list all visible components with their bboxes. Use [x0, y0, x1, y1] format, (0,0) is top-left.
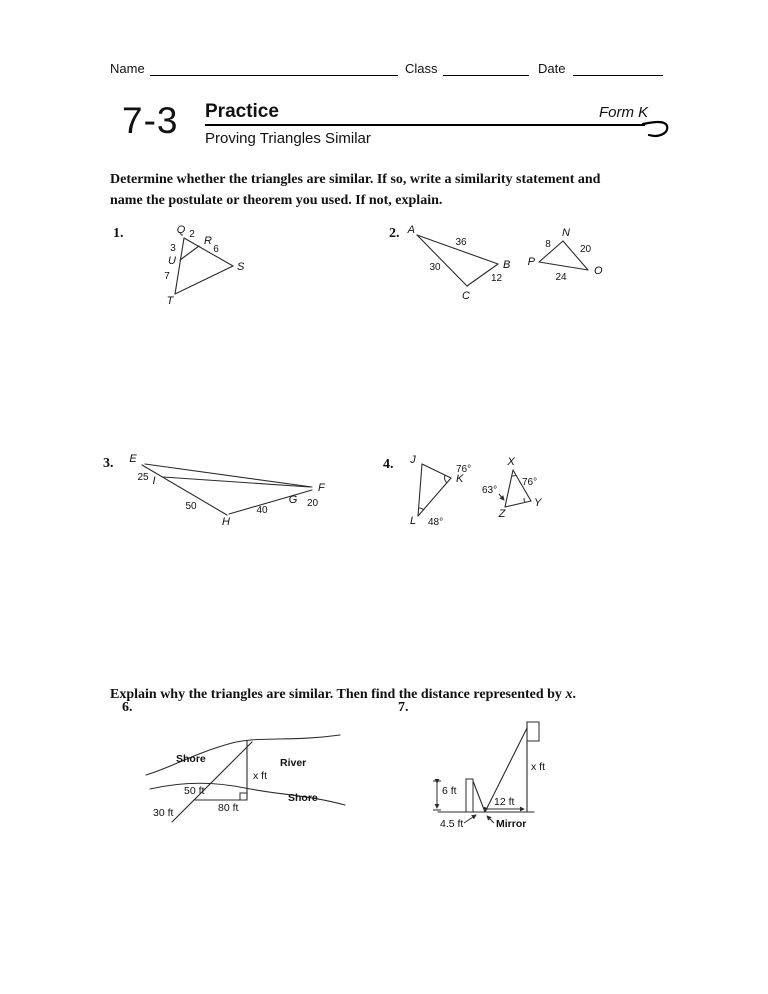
point-label-u: U [168, 255, 176, 267]
height-6ft-label: 6 ft [442, 785, 457, 797]
form-k-label: Form K [599, 104, 649, 121]
problem-number-7: 7. [398, 700, 409, 715]
x-distance-label-6: x ft [253, 770, 268, 782]
point-label-c: C [462, 290, 470, 302]
distance-12ft-label: 12 ft [494, 796, 515, 808]
point-label-r: R [204, 235, 212, 247]
segment-label-qr: 2 [189, 229, 195, 240]
segment-label-po: 24 [555, 272, 567, 283]
class-blank-line [443, 75, 529, 76]
figure-problem-3 [123, 450, 338, 532]
problem-number-1: 1. [113, 226, 124, 241]
angle-label-z: 63° [482, 485, 498, 496]
name-label: Name [110, 61, 145, 76]
angle-label-l: 48° [428, 517, 444, 528]
mirror-label: Mirror [496, 818, 527, 830]
point-label-y: Y [534, 497, 542, 509]
problem-number-2: 2. [389, 226, 400, 241]
point-label-a: A [407, 224, 415, 236]
problem-number-6: 6. [122, 700, 133, 715]
instructions-first-line2: name the postulate or theorem you used. If not, explain. [110, 193, 443, 208]
point-label-e: E [129, 453, 137, 465]
problem-number-3: 3. [103, 456, 114, 471]
segment-label-ei: 25 [137, 472, 149, 483]
name-blank-line [150, 75, 398, 76]
instructions-first-line1: Determine whether the triangles are similar. If so, write a similarity statement and [110, 172, 601, 187]
worksheet-subtitle: Proving Triangles Similar [205, 130, 371, 147]
segment-label-gf: 20 [307, 498, 319, 509]
shore-top-label: Shore [176, 753, 206, 765]
point-label-i: I [152, 475, 156, 487]
instructions-second-period: . [572, 687, 576, 702]
class-label: Class [405, 61, 438, 76]
segment-label-cb: 12 [491, 273, 503, 284]
instructions-first [110, 169, 690, 211]
figure-problem-1 [148, 218, 258, 310]
practice-title: Practice [205, 101, 279, 122]
instructions-second [110, 684, 576, 705]
segment-label-pn: 8 [545, 239, 551, 250]
point-label-l: L [409, 515, 417, 527]
segment-label-ab: 36 [455, 237, 467, 248]
segment-label-qu: 3 [170, 243, 176, 254]
figure-4-lines [418, 464, 531, 516]
segment-label-no: 20 [580, 244, 592, 255]
point-label-q: Q [176, 224, 186, 236]
instructions-second-variable: x [565, 687, 573, 702]
point-label-z: Z [498, 508, 506, 520]
figure-7-structure-lines [438, 722, 539, 812]
point-label-o: O [594, 265, 603, 277]
distance-50ft-label: 50 ft [184, 785, 205, 797]
figure-4-angle-arcs [419, 475, 525, 510]
point-label-g: G [288, 494, 298, 506]
segment-label-hg: 40 [256, 505, 268, 516]
point-label-p: P [527, 256, 535, 268]
date-label: Date [538, 61, 566, 76]
x-distance-label-7: x ft [531, 761, 546, 773]
figure-3-lines [142, 464, 312, 515]
segment-label-ut: 7 [164, 271, 170, 282]
point-label-j: J [410, 454, 416, 466]
distance-80ft-label: 80 ft [218, 802, 239, 814]
point-label-n: N [562, 227, 570, 239]
distance-4-5ft-label: 4.5 ft [440, 818, 464, 830]
point-label-t: T [166, 295, 174, 307]
angle-label-k: 76° [456, 464, 472, 475]
header-rule [205, 124, 645, 126]
header-flourish [641, 116, 671, 144]
date-blank-line [573, 75, 663, 76]
segment-label-ac: 30 [429, 262, 441, 273]
figure-problem-6 [140, 725, 355, 840]
point-label-h: H [222, 516, 230, 528]
point-label-x: X [507, 456, 515, 468]
distance-30ft-label: 30 ft [153, 807, 174, 819]
point-label-s: S [237, 261, 245, 273]
instructions-second-text: Explain why the triangles are similar. Then find the distance represented by [110, 687, 566, 702]
segment-label-rs: 6 [213, 244, 219, 255]
problem-number-4: 4. [383, 457, 394, 472]
shore-bottom-label: Shore [288, 792, 318, 804]
segment-label-ih: 50 [185, 501, 197, 512]
river-label: River [280, 757, 307, 769]
figure-problem-7 [430, 715, 555, 837]
figure-problem-4 [403, 450, 558, 538]
point-label-b: B [503, 259, 511, 271]
figure-problem-2 [405, 222, 605, 302]
point-label-k: K [456, 473, 464, 485]
lesson-number: 7-3 [122, 100, 179, 141]
angle-label-x: 76° [522, 477, 538, 488]
point-label-f: F [318, 482, 325, 494]
